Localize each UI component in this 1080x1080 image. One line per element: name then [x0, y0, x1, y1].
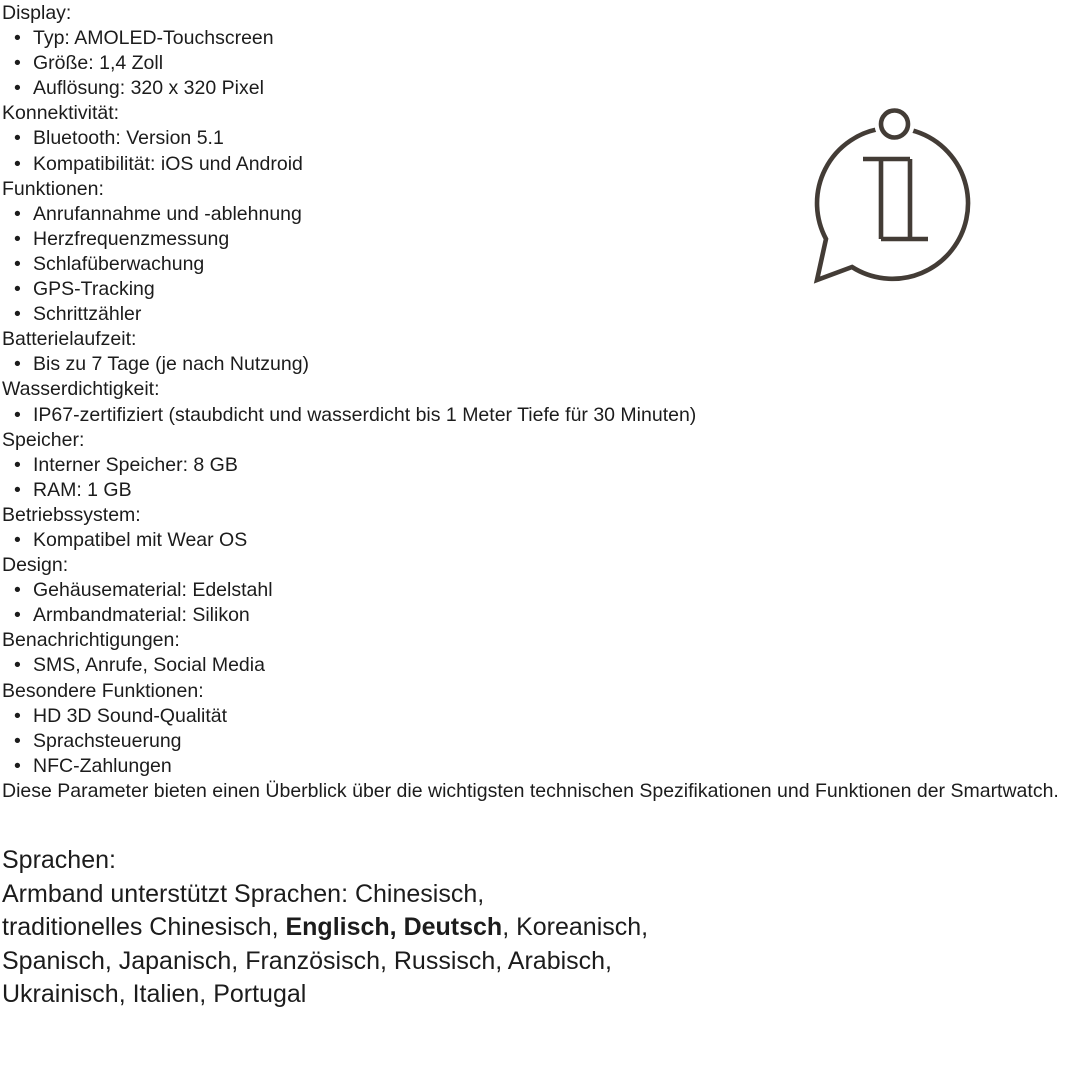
spec-heading-betriebssystem: Betriebssystem:	[2, 503, 141, 526]
info-i-glyph	[863, 159, 928, 239]
spec-item: • Schlafüberwachung	[33, 252, 1080, 277]
languages-line: Spanisch, Japanisch, Französisch, Russisch, Arabisch,	[2, 946, 612, 975]
spec-list-betriebssystem	[2, 528, 1080, 553]
spec-item: • Schrittzähler	[33, 302, 1080, 327]
spec-item: • Herzfrequenzmessung	[33, 227, 1080, 252]
spec-item: • Interner Speicher: 8 GB	[33, 453, 1080, 478]
spec-item: • Auflösung: 320 x 320 Pixel	[33, 76, 1080, 101]
spec-heading-funktionen: Funktionen:	[2, 177, 104, 200]
spec-item: • HD 3D Sound-Qualität	[33, 704, 1080, 729]
spec-heading-benachrichtigungen: Benachrichtigungen:	[2, 629, 180, 652]
spec-item: • Kompatibel mit Wear OS	[33, 528, 1080, 553]
info-dot	[881, 111, 908, 138]
spec-item: • Gehäusematerial: Edelstahl	[33, 578, 1080, 603]
languages-line	[2, 911, 1002, 945]
spec-item: • Typ: AMOLED-Touchscreen	[33, 26, 1080, 51]
spec-item: • Bluetooth: Version 5.1	[33, 126, 1080, 151]
spec-heading-konnektivitaet: Konnektivität:	[2, 102, 120, 125]
spec-item: • IP67-zertifiziert (staubdicht und wasserdicht bis 1 Meter Tiefe für 30 Minuten)	[33, 403, 1080, 428]
spec-list-wasserdichtigkeit	[2, 403, 1080, 428]
spec-closing-paragraph: Diese Parameter bieten einen Überblick über die wichtigsten technischen Spezifikationen und Funktionen der Smartwatch.	[2, 779, 1059, 802]
spec-list-batterielaufzeit	[2, 352, 1080, 377]
spec-item: • Kompatibilität: iOS und Android	[33, 152, 1080, 177]
spec-heading-wasserdichtigkeit: Wasserdichtigkeit:	[2, 378, 160, 401]
spec-heading-besondere-funktionen: Besondere Funktionen:	[2, 679, 204, 702]
spec-list-benachrichtigungen	[2, 653, 1080, 678]
spec-heading-batterielaufzeit: Batterielaufzeit:	[2, 328, 137, 351]
languages-line: Armband unterstützt Sprachen: Chinesisch,	[2, 879, 485, 908]
spec-item: • RAM: 1 GB	[33, 478, 1080, 503]
spec-heading-speicher: Speicher:	[2, 428, 85, 451]
spec-item: • Sprachsteuerung	[33, 729, 1080, 754]
info-speech-bubble-icon	[790, 90, 1000, 300]
languages-line-pre: traditionelles Chinesisch,	[2, 913, 286, 941]
languages-line: Ukrainisch, Italien, Portugal	[2, 980, 307, 1008]
spec-item: • Größe: 1,4 Zoll	[33, 51, 1080, 76]
spec-item: • Anrufannahme und -ablehnung	[33, 202, 1080, 227]
spec-list-besondere-funktionen	[2, 704, 1080, 779]
spec-list-design	[2, 578, 1080, 628]
languages-block	[2, 844, 1002, 1012]
spec-list-speicher	[2, 453, 1080, 503]
spec-item: • Bis zu 7 Tage (je nach Nutzung)	[33, 352, 1080, 377]
spec-item: • Armbandmaterial: Silikon	[33, 603, 1080, 628]
spec-item: • GPS-Tracking	[33, 277, 1080, 302]
spec-heading-display: Display:	[2, 2, 72, 24]
speech-bubble-outline	[817, 128, 968, 280]
spec-item: • SMS, Anrufe, Social Media	[33, 653, 1080, 678]
spec-heading-design: Design:	[2, 554, 69, 577]
languages-heading: Sprachen:	[2, 846, 116, 874]
languages-line-bold: Englisch, Deutsch	[285, 913, 503, 941]
spec-item: • NFC-Zahlungen	[33, 754, 1080, 779]
languages-line-post: , Koreanisch,	[502, 913, 649, 941]
